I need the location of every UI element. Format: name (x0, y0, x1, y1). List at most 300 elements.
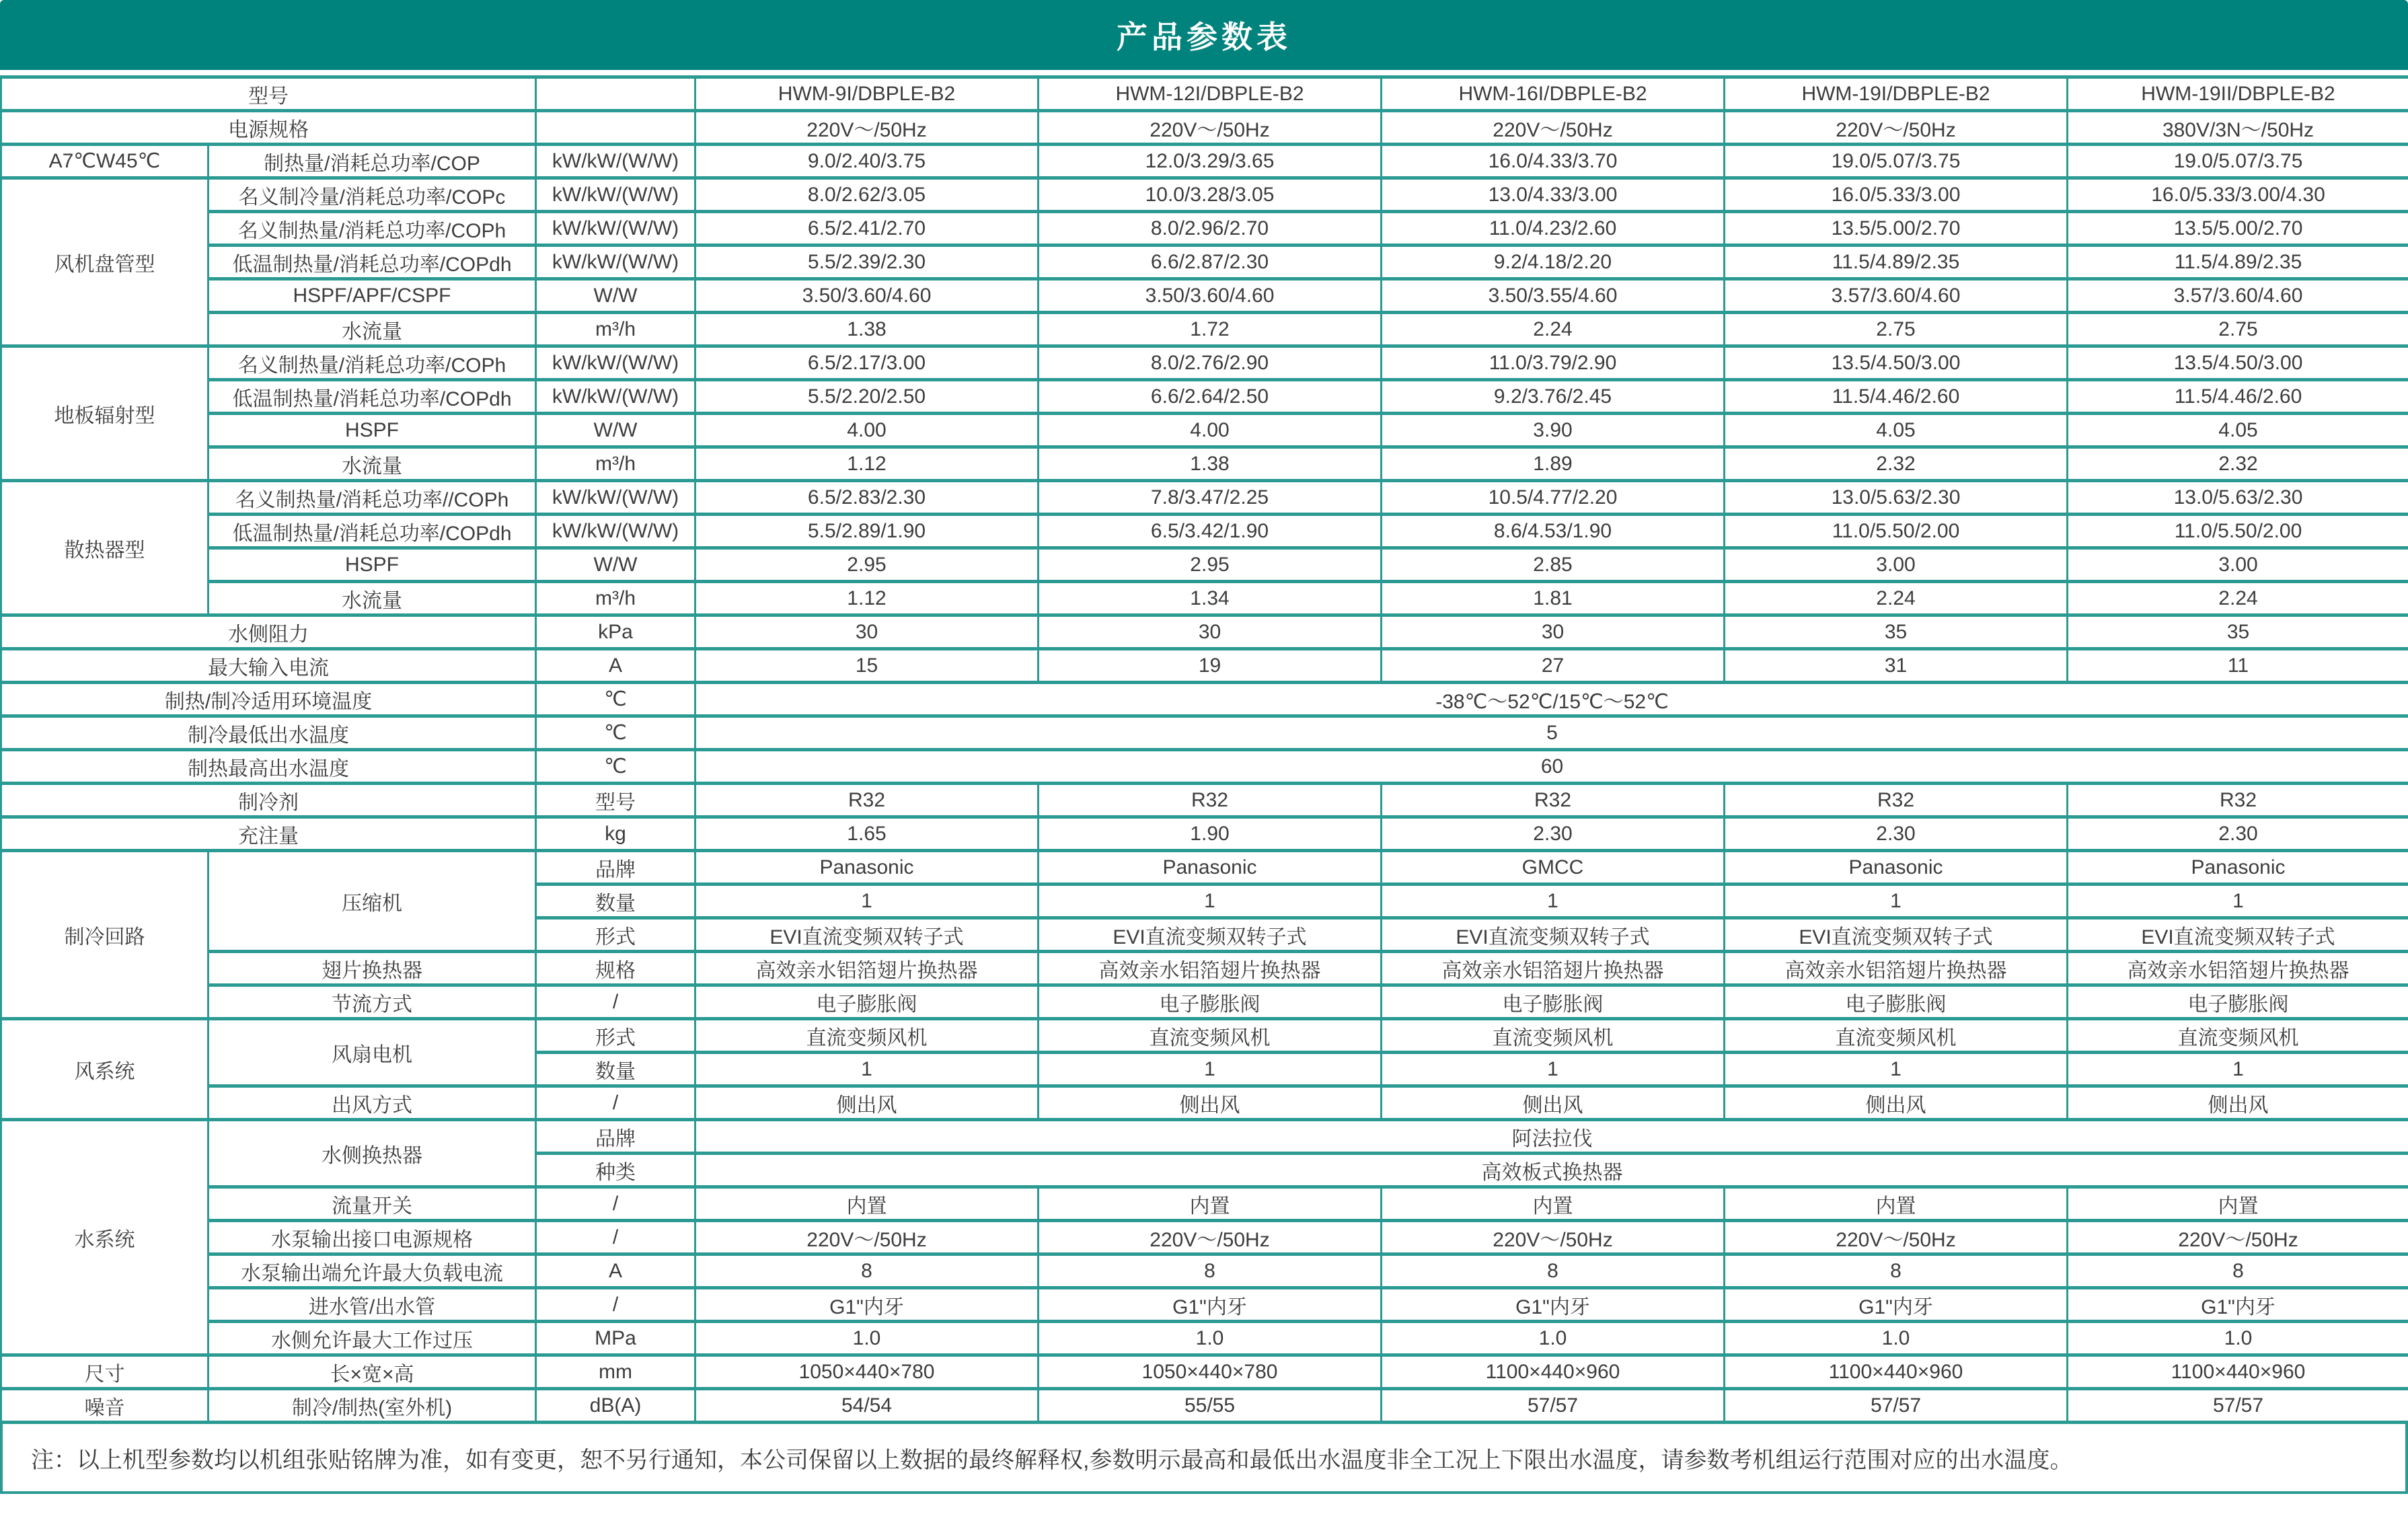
unit-cell: 规格 (536, 952, 695, 985)
value-cell: Panasonic (695, 851, 1039, 885)
unit-cell: kW/kW/(W/W) (536, 515, 695, 548)
value-cell: HWM-19I/DBPLE-B2 (1725, 77, 2068, 111)
value-cell-merged: 高效板式换热器 (695, 1154, 2408, 1187)
value-cell: 31 (1725, 649, 2068, 683)
value-cell: 高效亲水铝箔翅片换热器 (1039, 952, 1382, 985)
value-cell: 2.95 (1039, 548, 1382, 582)
label-cell: 水流量 (209, 582, 536, 615)
value-cell: 19.0/5.07/3.75 (1725, 145, 2068, 178)
group-cell: 制冷回路 (1, 851, 209, 1019)
value-cell: 2.24 (1382, 313, 1725, 346)
label-cell: 低温制热量/消耗总功率/COPdh (209, 515, 536, 548)
label-cell: 水侧阻力 (1, 615, 536, 649)
value-cell: 30 (695, 615, 1039, 649)
value-cell: EVI直流变频双转子式 (695, 918, 1039, 952)
value-cell: 1 (1039, 885, 1382, 918)
value-cell: 6.5/2.83/2.30 (695, 481, 1039, 515)
table-row (1, 615, 2408, 649)
value-cell: 2.85 (1382, 548, 1725, 582)
table-row (1, 784, 2408, 817)
value-cell: 1.72 (1039, 313, 1382, 346)
value-cell: 电子膨胀阀 (1382, 985, 1725, 1019)
label-cell: 水泵输出端允许最大负载电流 (209, 1254, 536, 1288)
value-cell: 1.38 (1039, 447, 1382, 481)
unit-cell (536, 111, 695, 145)
label-cell: 压缩机 (209, 851, 536, 952)
unit-cell: / (536, 1288, 695, 1322)
value-cell: 54/54 (695, 1389, 1039, 1423)
value-cell: 8.0/2.96/2.70 (1039, 212, 1382, 246)
table-row (1, 952, 2408, 985)
value-cell: 13.0/5.63/2.30 (1725, 481, 2068, 515)
page-title: 产品参数表 (1117, 20, 1291, 54)
value-cell: 6.5/2.41/2.70 (695, 212, 1039, 246)
value-cell: 8 (2068, 1254, 2408, 1288)
value-cell: 1 (1382, 1053, 1725, 1086)
label-cell: 风扇电机 (209, 1019, 536, 1086)
unit-cell (536, 77, 695, 111)
value-cell: 3.00 (2068, 548, 2408, 582)
value-cell: 1 (695, 1053, 1039, 1086)
unit-cell: m³/h (536, 447, 695, 481)
value-cell: EVI直流变频双转子式 (1725, 918, 2068, 952)
unit-cell: 数量 (536, 885, 695, 918)
label-cell: 制冷最低出水温度 (1, 716, 536, 750)
value-cell: 4.00 (1039, 414, 1382, 447)
value-cell: 直流变频风机 (1725, 1019, 2068, 1053)
value-cell: R32 (1039, 784, 1382, 817)
unit-cell: kW/kW/(W/W) (536, 380, 695, 414)
value-cell: 2.75 (2068, 313, 2408, 346)
value-cell: 1 (1039, 1053, 1382, 1086)
value-cell: GMCC (1382, 851, 1725, 885)
value-cell: 5.5/2.89/1.90 (695, 515, 1039, 548)
unit-cell: 型号 (536, 784, 695, 817)
value-cell: 57/57 (1382, 1389, 1725, 1423)
value-cell: 11.0/5.50/2.00 (2068, 515, 2408, 548)
value-cell: 2.75 (1725, 313, 2068, 346)
table-row (1, 1019, 2408, 1053)
value-cell: HWM-16I/DBPLE-B2 (1382, 77, 1725, 111)
label-cell: 水侧允许最大工作过压 (209, 1322, 536, 1355)
unit-cell: kW/kW/(W/W) (536, 212, 695, 246)
table-row (1, 145, 2408, 178)
label-cell: 名义制热量/消耗总功率/COPh (209, 212, 536, 246)
label-cell: 名义制热量/消耗总功率/COPh (209, 346, 536, 380)
value-cell: 1 (2068, 1053, 2408, 1086)
value-cell: 9.0/2.40/3.75 (695, 145, 1039, 178)
table-row (1, 178, 2408, 212)
label-cell: 制热量/消耗总功率/COP (209, 145, 536, 178)
unit-cell: 数量 (536, 1053, 695, 1086)
table-row (1, 817, 2408, 851)
value-cell: 2.30 (1725, 817, 2068, 851)
value-cell: 16.0/4.33/3.70 (1382, 145, 1725, 178)
group-cell: A7℃W45℃ (1, 145, 209, 178)
value-cell: 1.0 (695, 1322, 1039, 1355)
value-cell: 1.0 (1039, 1322, 1382, 1355)
value-cell: EVI直流变频双转子式 (1382, 918, 1725, 952)
table-row (1, 313, 2408, 346)
label-cell: 充注量 (1, 817, 536, 851)
value-cell: 12.0/3.29/3.65 (1039, 145, 1382, 178)
table-row (1, 1187, 2408, 1221)
value-cell: 6.6/2.87/2.30 (1039, 246, 1382, 279)
value-cell: 30 (1382, 615, 1725, 649)
value-cell: 11.5/4.46/2.60 (1725, 380, 2068, 414)
value-cell: 1.0 (2068, 1322, 2408, 1355)
value-cell: 11.0/3.79/2.90 (1382, 346, 1725, 380)
value-cell: G1"内牙 (695, 1288, 1039, 1322)
value-cell: 7.8/3.47/2.25 (1039, 481, 1382, 515)
value-cell: R32 (1725, 784, 2068, 817)
value-cell: 直流变频风机 (1382, 1019, 1725, 1053)
table-row (1, 683, 2408, 716)
value-cell: 19.0/5.07/3.75 (2068, 145, 2408, 178)
unit-cell: m³/h (536, 313, 695, 346)
value-cell: 1 (1725, 885, 2068, 918)
value-cell: 高效亲水铝箔翅片换热器 (1382, 952, 1725, 985)
table-row (1, 515, 2408, 548)
value-cell: 4.00 (695, 414, 1039, 447)
value-cell: 1.0 (1382, 1322, 1725, 1355)
value-cell-merged: 阿法拉伐 (695, 1120, 2408, 1154)
value-cell: 侧出风 (1039, 1086, 1382, 1120)
value-cell: 220V～/50Hz (695, 1221, 1039, 1254)
value-cell: 1050×440×780 (695, 1355, 1039, 1389)
value-cell: Panasonic (1039, 851, 1382, 885)
value-cell: HWM-19II/DBPLE-B2 (2068, 77, 2408, 111)
value-cell: 220V～/50Hz (1725, 111, 2068, 145)
value-cell: 电子膨胀阀 (1725, 985, 2068, 1019)
value-cell: 16.0/5.33/3.00 (1725, 178, 2068, 212)
label-cell: 名义制热量/消耗总功率//COPh (209, 481, 536, 515)
value-cell: 1.12 (695, 447, 1039, 481)
value-cell: 57/57 (1725, 1389, 2068, 1423)
label-cell: 电源规格 (1, 111, 536, 145)
unit-cell: dB(A) (536, 1389, 695, 1423)
value-cell: 直流变频风机 (1039, 1019, 1382, 1053)
header-band (0, 0, 2408, 70)
value-cell: 3.57/3.60/4.60 (1725, 279, 2068, 313)
value-cell: 1.89 (1382, 447, 1725, 481)
label-cell: 长×宽×高 (209, 1355, 536, 1389)
table-row (1, 246, 2408, 279)
label-cell: 出风方式 (209, 1086, 536, 1120)
group-cell: 尺寸 (1, 1355, 209, 1389)
value-cell: 内置 (1725, 1187, 2068, 1221)
unit-cell: ℃ (536, 716, 695, 750)
label-cell: HSPF (209, 414, 536, 447)
unit-cell: ℃ (536, 750, 695, 784)
value-cell: 6.5/2.17/3.00 (695, 346, 1039, 380)
value-cell: 11 (2068, 649, 2408, 683)
label-cell: HSPF (209, 548, 536, 582)
value-cell: 13.0/4.33/3.00 (1382, 178, 1725, 212)
value-cell: 4.05 (1725, 414, 2068, 447)
unit-cell: kW/kW/(W/W) (536, 246, 695, 279)
spec-table-body (1, 77, 2408, 1423)
value-cell: G1"内牙 (1382, 1288, 1725, 1322)
unit-cell: kW/kW/(W/W) (536, 145, 695, 178)
value-cell: 3.50/3.55/4.60 (1382, 279, 1725, 313)
value-cell: 8.0/2.62/3.05 (695, 178, 1039, 212)
value-cell: 1100×440×960 (1382, 1355, 1725, 1389)
label-cell: 型号 (1, 77, 536, 111)
table-row (1, 582, 2408, 615)
value-cell: 11.5/4.89/2.35 (2068, 246, 2408, 279)
value-cell: 11.0/5.50/2.00 (1725, 515, 2068, 548)
unit-cell: kW/kW/(W/W) (536, 346, 695, 380)
value-cell: 220V～/50Hz (1382, 111, 1725, 145)
unit-cell: ℃ (536, 683, 695, 716)
value-cell: G1"内牙 (1039, 1288, 1382, 1322)
value-cell: 1 (2068, 885, 2408, 918)
table-row (1, 1288, 2408, 1322)
label-cell: 进水管/出水管 (209, 1288, 536, 1322)
value-cell: 30 (1039, 615, 1382, 649)
value-cell: 1.34 (1039, 582, 1382, 615)
value-cell: 8 (695, 1254, 1039, 1288)
value-cell: 1.0 (1725, 1322, 2068, 1355)
group-cell: 散热器型 (1, 481, 209, 615)
table-row (1, 380, 2408, 414)
unit-cell: 品牌 (536, 851, 695, 885)
value-cell: 380V/3N～/50Hz (2068, 111, 2408, 145)
table-row (1, 1221, 2408, 1254)
group-cell: 地板辐射型 (1, 346, 209, 481)
value-cell: G1"内牙 (1725, 1288, 2068, 1322)
value-cell: 15 (695, 649, 1039, 683)
value-cell: 侧出风 (1382, 1086, 1725, 1120)
table-row (1, 985, 2408, 1019)
value-cell-merged: 60 (695, 750, 2408, 784)
value-cell: EVI直流变频双转子式 (1039, 918, 1382, 952)
value-cell: 内置 (695, 1187, 1039, 1221)
value-cell: 3.90 (1382, 414, 1725, 447)
value-cell: 8 (1039, 1254, 1382, 1288)
unit-cell: kPa (536, 615, 695, 649)
value-cell: 1.12 (695, 582, 1039, 615)
label-cell: 节流方式 (209, 985, 536, 1019)
value-cell: 电子膨胀阀 (1039, 985, 1382, 1019)
value-cell: 27 (1382, 649, 1725, 683)
value-cell: 35 (1725, 615, 2068, 649)
value-cell: 13.5/5.00/2.70 (1725, 212, 2068, 246)
unit-cell: mm (536, 1355, 695, 1389)
value-cell: 5.5/2.20/2.50 (695, 380, 1039, 414)
value-cell: 内置 (1382, 1187, 1725, 1221)
value-cell: HWM-12I/DBPLE-B2 (1039, 77, 1382, 111)
unit-cell: / (536, 1086, 695, 1120)
value-cell: 3.57/3.60/4.60 (2068, 279, 2408, 313)
value-cell: 6.5/3.42/1.90 (1039, 515, 1382, 548)
unit-cell: W/W (536, 279, 695, 313)
value-cell: 11.5/4.46/2.60 (2068, 380, 2408, 414)
value-cell: 1.38 (695, 313, 1039, 346)
label-cell: 制冷/制热(室外机) (209, 1389, 536, 1423)
label-cell: 翅片换热器 (209, 952, 536, 985)
label-cell: 最大输入电流 (1, 649, 536, 683)
table-row (1, 111, 2408, 145)
unit-cell: A (536, 1254, 695, 1288)
value-cell: 2.24 (1725, 582, 2068, 615)
table-row (1, 346, 2408, 380)
value-cell: 8.0/2.76/2.90 (1039, 346, 1382, 380)
label-cell: 流量开关 (209, 1187, 536, 1221)
group-cell: 水系统 (1, 1120, 209, 1355)
value-cell: 1 (1725, 1053, 2068, 1086)
label-cell: HSPF/APF/CSPF (209, 279, 536, 313)
value-cell: 2.30 (1382, 817, 1725, 851)
value-cell: 3.50/3.60/4.60 (695, 279, 1039, 313)
value-cell: 8.6/4.53/1.90 (1382, 515, 1725, 548)
value-cell: Panasonic (2068, 851, 2408, 885)
label-cell: 低温制热量/消耗总功率/COPdh (209, 380, 536, 414)
group-cell: 风系统 (1, 1019, 209, 1120)
table-row (1, 649, 2408, 683)
value-cell: 1100×440×960 (2068, 1355, 2408, 1389)
value-cell: 1.65 (695, 817, 1039, 851)
table-row (1, 414, 2408, 447)
unit-cell: MPa (536, 1322, 695, 1355)
value-cell: 13.5/5.00/2.70 (2068, 212, 2408, 246)
table-row (1, 1355, 2408, 1389)
value-cell: 220V～/50Hz (695, 111, 1039, 145)
value-cell: 220V～/50Hz (1725, 1221, 2068, 1254)
label-cell: 水流量 (209, 313, 536, 346)
table-row (1, 750, 2408, 784)
table-row (1, 1254, 2408, 1288)
value-cell: 35 (2068, 615, 2408, 649)
unit-cell: kW/kW/(W/W) (536, 178, 695, 212)
label-cell: 制冷剂 (1, 784, 536, 817)
unit-cell: kg (536, 817, 695, 851)
value-cell: HWM-9I/DBPLE-B2 (695, 77, 1039, 111)
value-cell: 11.5/4.89/2.35 (1725, 246, 2068, 279)
value-cell: 10.0/3.28/3.05 (1039, 178, 1382, 212)
value-cell: 1050×440×780 (1039, 1355, 1382, 1389)
group-cell: 噪音 (1, 1389, 209, 1423)
label-cell: 水侧换热器 (209, 1120, 536, 1187)
unit-cell: / (536, 985, 695, 1019)
value-cell-merged: -38℃～52℃/15℃～52℃ (695, 683, 2408, 716)
value-cell: 内置 (2068, 1187, 2408, 1221)
note-text: 注：以上机型参数均以机组张贴铭牌为准，如有变更，恕不另行通知，本公司保留以上数据的最终解释权,参数明示最高和最低出水温度非全工况上下限出水温度，请参数考机组运行范围对应的出水温度。 (31, 1447, 2073, 1473)
value-cell: 9.2/4.18/2.20 (1382, 246, 1725, 279)
value-cell: 55/55 (1039, 1389, 1382, 1423)
value-cell: 6.6/2.64/2.50 (1039, 380, 1382, 414)
value-cell: 220V～/50Hz (1039, 1221, 1382, 1254)
value-cell: 高效亲水铝箔翅片换热器 (695, 952, 1039, 985)
value-cell: 19 (1039, 649, 1382, 683)
value-cell: Panasonic (1725, 851, 2068, 885)
value-cell: 57/57 (2068, 1389, 2408, 1423)
value-cell: 电子膨胀阀 (2068, 985, 2408, 1019)
value-cell: 3.00 (1725, 548, 2068, 582)
unit-cell: / (536, 1187, 695, 1221)
unit-cell: 品牌 (536, 1120, 695, 1154)
value-cell: 13.5/4.50/3.00 (2068, 346, 2408, 380)
value-cell: 16.0/5.33/3.00/4.30 (2068, 178, 2408, 212)
value-cell: 侧出风 (2068, 1086, 2408, 1120)
value-cell: 3.50/3.60/4.60 (1039, 279, 1382, 313)
value-cell: 5.5/2.39/2.30 (695, 246, 1039, 279)
table-row (1, 1120, 2408, 1154)
value-cell: 9.2/3.76/2.45 (1382, 380, 1725, 414)
unit-cell: 形式 (536, 1019, 695, 1053)
value-cell: 13.5/4.50/3.00 (1725, 346, 2068, 380)
table-row (1, 716, 2408, 750)
value-cell: 1100×440×960 (1725, 1355, 2068, 1389)
value-cell: 220V～/50Hz (2068, 1221, 2408, 1254)
value-cell: 220V～/50Hz (1039, 111, 1382, 145)
value-cell: 10.5/4.77/2.20 (1382, 481, 1725, 515)
value-cell: 8 (1382, 1254, 1725, 1288)
value-cell: 直流变频风机 (2068, 1019, 2408, 1053)
value-cell: 13.0/5.63/2.30 (2068, 481, 2408, 515)
unit-cell: 形式 (536, 918, 695, 952)
unit-cell: 种类 (536, 1154, 695, 1187)
value-cell: 1.90 (1039, 817, 1382, 851)
value-cell: 1 (695, 885, 1039, 918)
unit-cell: W/W (536, 548, 695, 582)
group-cell: 风机盘管型 (1, 178, 209, 346)
value-cell: 侧出风 (695, 1086, 1039, 1120)
spec-table (0, 75, 2408, 1424)
table-row (1, 851, 2408, 885)
value-cell: 2.95 (695, 548, 1039, 582)
value-cell: R32 (2068, 784, 2408, 817)
table-row (1, 548, 2408, 582)
value-cell: 内置 (1039, 1187, 1382, 1221)
table-row (1, 212, 2408, 246)
table-row (1, 447, 2408, 481)
table-row (1, 77, 2408, 111)
table-row (1, 1086, 2408, 1120)
table-row (1, 1322, 2408, 1355)
value-cell: G1"内牙 (2068, 1288, 2408, 1322)
value-cell: 8 (1725, 1254, 2068, 1288)
value-cell: EVI直流变频双转子式 (2068, 918, 2408, 952)
unit-cell: W/W (536, 414, 695, 447)
unit-cell: / (536, 1221, 695, 1254)
value-cell: 11.0/4.23/2.60 (1382, 212, 1725, 246)
value-cell: 220V～/50Hz (1382, 1221, 1725, 1254)
label-cell: 制热/制冷适用环境温度 (1, 683, 536, 716)
value-cell: 2.30 (2068, 817, 2408, 851)
label-cell: 水流量 (209, 447, 536, 481)
header-gap (0, 70, 2408, 75)
label-cell: 名义制冷量/消耗总功率/COPc (209, 178, 536, 212)
value-cell: R32 (695, 784, 1039, 817)
table-row (1, 481, 2408, 515)
label-cell: 制热最高出水温度 (1, 750, 536, 784)
value-cell: 4.05 (2068, 414, 2408, 447)
value-cell: 1.81 (1382, 582, 1725, 615)
value-cell: 高效亲水铝箔翅片换热器 (2068, 952, 2408, 985)
value-cell: 侧出风 (1725, 1086, 2068, 1120)
value-cell-merged: 5 (695, 716, 2408, 750)
value-cell: 高效亲水铝箔翅片换热器 (1725, 952, 2068, 985)
value-cell: 2.24 (2068, 582, 2408, 615)
unit-cell: kW/kW/(W/W) (536, 481, 695, 515)
note-box (0, 1424, 2408, 1494)
unit-cell: A (536, 649, 695, 683)
value-cell: 1 (1382, 885, 1725, 918)
value-cell: 2.32 (1725, 447, 2068, 481)
value-cell: 直流变频风机 (695, 1019, 1039, 1053)
